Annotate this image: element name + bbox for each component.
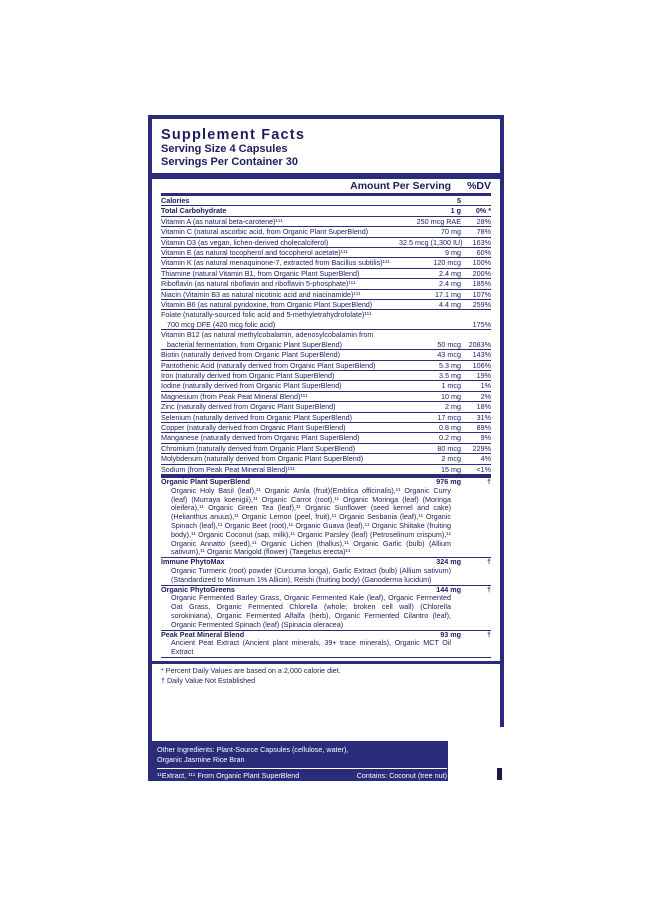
nutrient-name: Vitamin C (natural ascorbic acid, from Organic Plant SuperBlend) xyxy=(161,227,369,237)
nutrient-amount: 120 mcg xyxy=(433,258,461,268)
folate-row xyxy=(161,310,491,330)
nutrient-name: Pantothenic Acid (naturally derived from Organic Plant SuperBlend) xyxy=(161,360,376,370)
nutrient-row xyxy=(161,290,491,300)
nutrient-row xyxy=(161,238,491,248)
nutrient-dv: 143% xyxy=(472,350,491,360)
blend-ingredients: Organic Fermented Barley Grass, Organic Fermented Kale (leaf), Organic Fermented Oat Grass, Organic Fermented Chlorella (whole; broken cell wall) (Chlorella sorokiniana), Organic Fermented Alfalfa (herb), Organic Fermented Cilantro (leaf), Organic Fermented Spinach (leaf) (Spinacia oleracea) xyxy=(171,593,451,629)
blend-block xyxy=(161,586,491,631)
supplement-facts-label xyxy=(148,115,504,781)
blend-amount: 324 mg xyxy=(436,557,461,567)
nutrient-dv: 2% xyxy=(480,391,491,401)
blend-dv: † xyxy=(487,629,491,639)
b12-amount: 50 mcg xyxy=(437,339,461,349)
nutrient-row xyxy=(161,300,491,310)
blend-block xyxy=(161,631,491,658)
blend-block xyxy=(161,478,491,558)
blend-ingredients: Organic Holy Basil (leaf),¹¹ Organic Amla (fruit)(Emblica officinalis),¹¹ Organic Curry (leaf) (Murraya koenigii),¹¹ Organic Carrot (root),¹¹ Organic Moringa (leaf) (Moringa oleifera),¹¹ Organic Green Tea (leaf),¹¹ Organic Sunflower (seed kernel and cake) (Helianthus anuus),¹¹ Organic Lemon (peel, fruit),¹¹ Organic Sesbania (leaf),¹¹ Organic Spinach (leaf),¹¹ Organic Beet (root),¹¹ Organic Guava (leaf),¹¹ Organic Shiitake (fruiting body),¹¹ Organic Coconut (sap, milk),¹¹ Organic Parsley (leaf) (Petroselinum crispum),¹¹ Organic Annatto (seed),¹¹ Organic Lichen (thallus),¹¹ Organic Garlic (bulb) (Allium sativum),¹¹ Organic Marigold (flower) (Taegetus erecta)¹¹ xyxy=(171,485,451,557)
nutrient-name: Niacin (Vitamin B3 as natural nicotinic acid and niacinamide)¹¹¹ xyxy=(161,289,361,299)
blend-name: Organic Plant SuperBlend xyxy=(161,476,251,486)
other-ingredients-line1: Other Ingredients: Plant-Source Capsules (cellulose, water), xyxy=(157,745,349,754)
nutrient-amount: 17.1 mg xyxy=(435,289,461,299)
nutrient-row xyxy=(161,269,491,279)
label-title: Supplement Facts xyxy=(161,127,306,143)
nutrient-amount: 0.2 mg xyxy=(439,433,461,443)
blend-dv: † xyxy=(487,557,491,567)
nutrient-row xyxy=(161,227,491,237)
nutrient-amount: 1 mcg xyxy=(441,381,461,391)
nutrient-dv: 4% xyxy=(480,454,491,464)
nutrient-amount: 2.4 mg xyxy=(439,268,461,278)
other-ingredients-section xyxy=(152,745,449,781)
nutrient-amount: 3.5 mg xyxy=(439,370,461,380)
nutrient-dv: 106% xyxy=(472,360,491,370)
label-corner-notch xyxy=(448,727,504,781)
nutrient-dv: 31% xyxy=(476,412,491,422)
nutrient-row xyxy=(161,444,491,454)
blend-dv: † xyxy=(487,476,491,486)
nutrient-name: Vitamin B6 (as natural pyridoxine, from Organic Plant SuperBlend) xyxy=(161,300,373,310)
nutrient-dv: 18% xyxy=(476,402,491,412)
nutrient-dv: 200% xyxy=(472,268,491,278)
nutrient-amount: 250 mcg RAE xyxy=(416,216,461,226)
nutrient-dv: 78% xyxy=(476,227,491,237)
facts-panel xyxy=(152,119,500,741)
footnote-divider xyxy=(152,661,500,664)
nutrient-dv: 185% xyxy=(472,279,491,289)
b12-row xyxy=(161,330,491,350)
nutrient-amount: 9 mg xyxy=(445,248,461,258)
blend-amount: 144 mg xyxy=(436,584,461,594)
nutrient-row xyxy=(161,413,491,423)
contains-note: Contains: Coconut (tree nut) xyxy=(356,771,447,780)
nutrient-amount: 2.4 mg xyxy=(439,279,461,289)
blend-name: Peak Peat Mineral Blend xyxy=(161,629,245,639)
nutrient-name: Vitamin E (as natural tocopherol and tocopherol acetate)¹¹¹ xyxy=(161,248,348,258)
percent-dv-footnote: * Percent Daily Values are based on a 2,000 calorie diet. xyxy=(161,665,341,675)
nutrient-amount: 80 mcg xyxy=(437,443,461,453)
vitamin-list xyxy=(161,217,491,311)
nutrient-amount: 5.3 mg xyxy=(439,360,461,370)
nutrient-name: Vitamin A (as natural beta-carotene)¹¹¹ xyxy=(161,216,283,226)
nutrient-row xyxy=(161,433,491,443)
extract-contains-line xyxy=(157,771,447,781)
blend-dv: † xyxy=(487,584,491,594)
nutrient-row xyxy=(161,248,491,258)
nutrient-amount: 2 mg xyxy=(445,402,461,412)
blend-ingredients: Organic Turmeric (root) powder (Curcuma longa), Garlic Extract (bulb) (Allium sativum) (Standardized to Minimum 1% Allicin), Reishi (fruiting body) (Ganoderma lucidum) xyxy=(171,565,451,584)
nutrient-row xyxy=(161,258,491,268)
nutrient-row xyxy=(161,454,491,464)
servings-per-container: Servings Per Container 30 xyxy=(161,156,298,168)
nutrient-row xyxy=(161,381,491,391)
b12-line2: bacterial fermentation, from Organic Plant SuperBlend) xyxy=(167,339,342,349)
blend-block xyxy=(161,558,491,585)
nutrient-row xyxy=(161,279,491,289)
nutrient-dv: 60% xyxy=(476,248,491,258)
nutrient-name: Riboflavin (as natural riboflavin and riboflavin 5-phosphate)¹¹¹ xyxy=(161,279,356,289)
nutrient-dv: 229% xyxy=(472,443,491,453)
calories-row: Calories 5 xyxy=(161,196,491,206)
bottom-divider xyxy=(157,768,447,769)
total-carbohydrate-row: Total Carbohydrate 1 g 0% * xyxy=(161,206,491,216)
nutrient-name: Iodine (naturally derived from Organic Plant SuperBlend) xyxy=(161,381,342,391)
nutrient-name: Vitamin D3 (as vegan, lichen-derived cholecalciferol) xyxy=(161,237,329,247)
nutrient-row xyxy=(161,361,491,371)
dagger-footnote: † Daily Value Not Established xyxy=(161,675,256,685)
nutrient-row xyxy=(161,217,491,227)
nutrient-row xyxy=(161,402,491,412)
nutrient-name: Sodium (from Peak Peat Mineral Blend)¹¹¹ xyxy=(161,464,295,474)
nutrient-name: Manganese (naturally derived from Organic Plant SuperBlend) xyxy=(161,433,360,443)
nutrient-name: Copper (naturally derived from Organic Plant SuperBlend) xyxy=(161,422,346,432)
nutrient-amount: 70 mg xyxy=(441,227,461,237)
nutrient-dv: 1% xyxy=(480,381,491,391)
column-header xyxy=(161,179,491,196)
extract-note: ¹¹Extract, ¹¹¹ From Organic Plant SuperBlend xyxy=(157,771,300,780)
nutrient-name: Thiamine (natural Vitamin B1, from Organic Plant SuperBlend) xyxy=(161,268,360,278)
nutrient-row xyxy=(161,423,491,433)
nutrient-dv: 163% xyxy=(472,237,491,247)
blend-name: Immune PhytoMax xyxy=(161,557,225,567)
nutrient-name: Magnesium (from Peak Peat Mineral Blend)¹¹¹ xyxy=(161,391,308,401)
other-ingredients-line2: Organic Jasmine Rice Bran xyxy=(157,755,245,764)
edge-mark xyxy=(497,768,502,780)
nutrient-name: Chromium (naturally derived from Organic Plant SuperBlend) xyxy=(161,443,356,453)
nutrient-name: Molybdenum (naturally derived from Organic Plant SuperBlend) xyxy=(161,454,364,464)
b12-line1: Vitamin B12 (as natural methylcobalamin, adenosylcobalamin from xyxy=(161,330,374,340)
nutrient-row xyxy=(161,465,491,475)
folate-line1: Folate (naturally-sourced folic acid and 5-methyletrahydrofolate)¹¹¹ xyxy=(161,310,372,320)
nutrient-dv: 89% xyxy=(476,422,491,432)
nutrient-dv: 100% xyxy=(472,258,491,268)
serving-size: Serving Size 4 Capsules xyxy=(161,143,288,155)
nutrient-dv: 9% xyxy=(480,433,491,443)
blend-amount: 93 mg xyxy=(440,629,461,639)
nutrient-dv: 28% xyxy=(476,216,491,226)
nutrient-amount: 2 mcg xyxy=(441,454,461,464)
nutrient-name: Vitamin K (as natural menaquinone-7, extracted from Bacillus subtilis)¹¹¹ xyxy=(161,258,390,268)
blend-ingredients: Ancient Peat Extract (Ancient plant minerals, 39+ trace minerals), Organic MCT Oil Extract xyxy=(171,638,451,657)
dv-header: %DV xyxy=(467,180,491,192)
nutrient-name: Zinc (naturally derived from Organic Plant SuperBlend) xyxy=(161,402,336,412)
nutrient-amount: 15 mg xyxy=(441,464,461,474)
nutrient-dv: 107% xyxy=(472,289,491,299)
nutrient-dv: 19% xyxy=(476,370,491,380)
nutrient-name: Biotin (naturally derived from Organic Plant SuperBlend) xyxy=(161,350,340,360)
nutrient-amount: 10 mg xyxy=(441,391,461,401)
nutrient-dv: 259% xyxy=(472,300,491,310)
nutrient-row xyxy=(161,371,491,381)
nutrient-amount: 0.8 mg xyxy=(439,422,461,432)
nutrient-name: Selenium (naturally derived from Organic Plant SuperBlend) xyxy=(161,412,352,422)
mineral-list xyxy=(161,350,491,478)
nutrient-amount: 17 mcg xyxy=(437,412,461,422)
nutrient-row xyxy=(161,350,491,360)
amount-per-serving-header: Amount Per Serving xyxy=(350,180,452,192)
folate-dv: 175% xyxy=(472,319,491,329)
b12-dv: 2083% xyxy=(468,339,491,349)
nutrient-amount: 4.4 mg xyxy=(439,300,461,310)
nutrient-name: Iron (naturally derived from Organic Plant SuperBlend) xyxy=(161,370,335,380)
blend-amount: 976 mg xyxy=(436,476,461,486)
nutrient-row xyxy=(161,392,491,402)
nutrient-amount: 32.5 mcg (1,300 IU) xyxy=(399,237,463,247)
nutrient-amount: 43 mcg xyxy=(437,350,461,360)
blend-list xyxy=(161,478,491,658)
nutrient-dv: <1% xyxy=(476,464,491,474)
blend-name: Organic PhytoGreens xyxy=(161,584,235,594)
folate-line2: 700 mcg DFE (420 mcg folic acid) xyxy=(167,319,276,329)
